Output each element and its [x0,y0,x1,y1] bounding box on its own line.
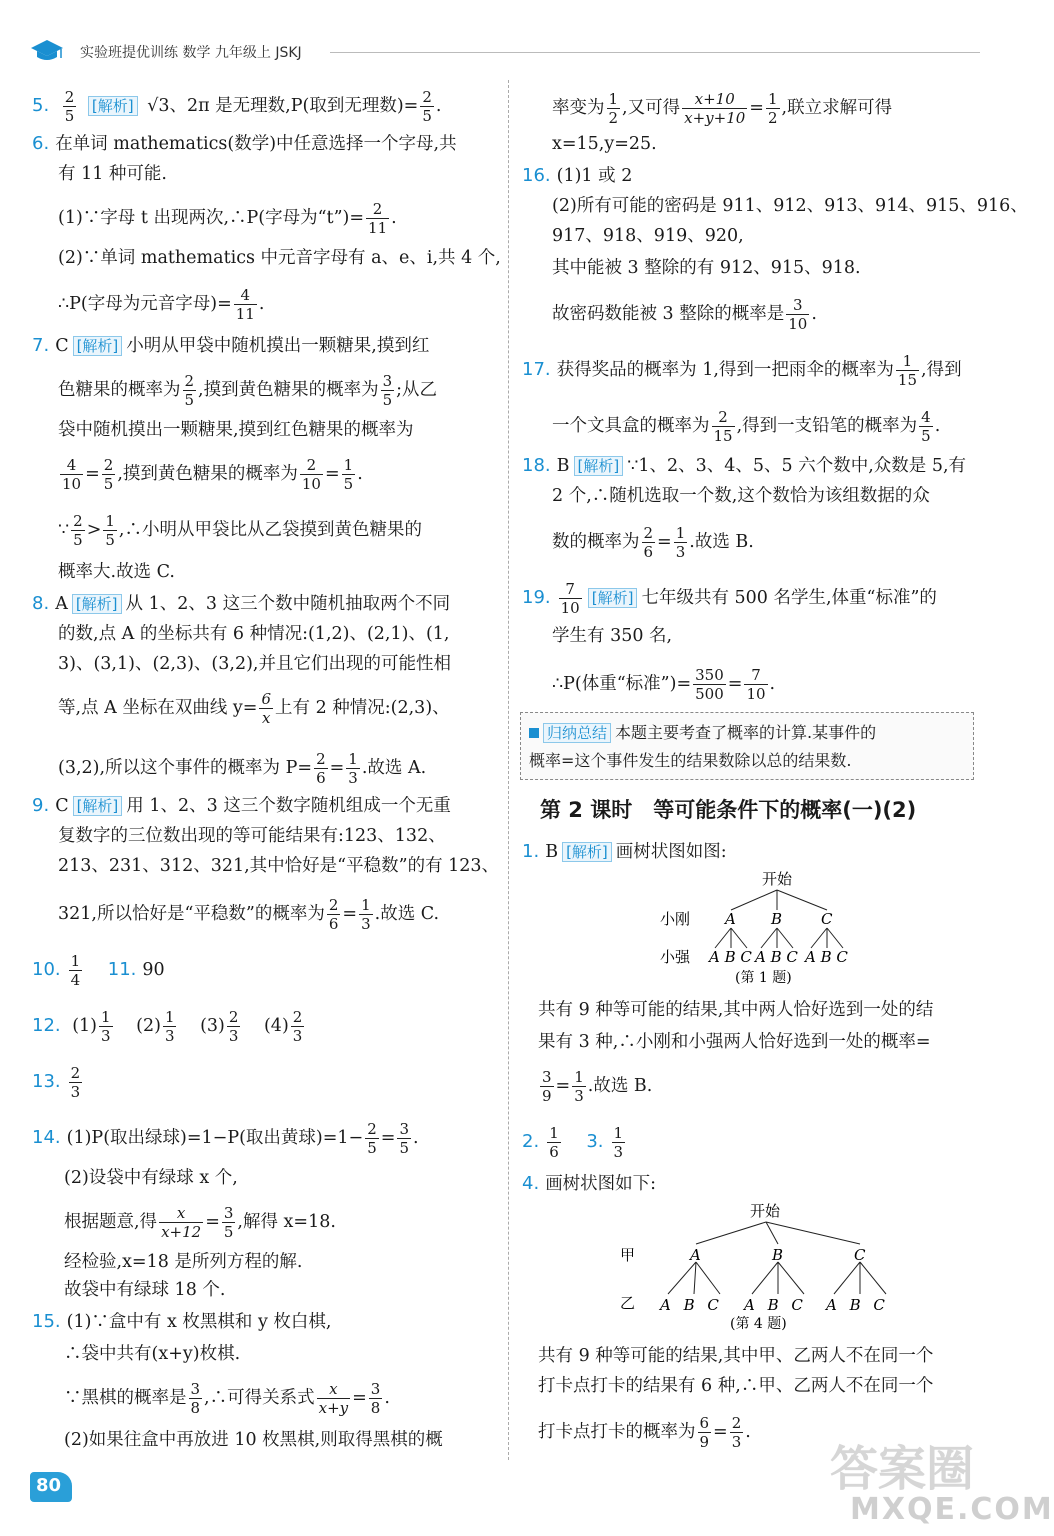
tree1-leaves-c: A B C [805,948,848,966]
s1-line3: 果有 3 种,∴小刚和小强两人恰好选到一处的概率= [538,1032,931,1052]
column-divider [508,80,509,1460]
tree4-node-b: B [772,1246,784,1264]
q17-line1: 17. 获得奖品的概率为 1,得到一把雨伞的概率为 $\frac{1}{15}$ ,得到 [522,352,962,389]
watermark-url: MXQE.COM [850,1492,1054,1527]
q9-line4: 321,所以恰好是“平稳数”的概率为 $\frac{2}{6}$ = $\frac{1}{3}$ .故选 C. [58,896,440,933]
page-number: 80 [36,1475,62,1496]
s1-line2: 共有 9 种等可能的结果,其中两人恰好选到一处的结 [538,1000,934,1020]
analysis-tag: [解析] [73,796,123,816]
page-number-badge [30,1472,72,1502]
analysis-tag: [解析] [562,842,612,862]
q19-line2: 学生有 350 名, [552,626,673,646]
watermark-logo: 答案圈 [830,1441,975,1497]
tree1-leaves-a: A B C [709,948,752,966]
q6-line1: 6. 在单词 mathematics(数学)中任意选择一个字母,共 [32,133,457,154]
q14-line5: 故袋中有绿球 18 个. [64,1280,226,1300]
q19-line1: 19. $\frac{7}{10}$ [解析] 七年级共有 500 名学生,体重“标准”的 [522,580,937,617]
analysis-tag: [解析] [588,588,638,608]
q5: 5. $\frac{2}{5}$ [解析] √3、2π 是无理数,P(取到无理数)= $\frac{2}{5}$ . [32,88,442,125]
q18-line1: 18. B [解析] ∵1、2、3、4、5、5 六个数中,众数是 5,有 [522,455,967,476]
page-header [30,36,980,66]
q19-line3: ∴P(体重“标准”)= $\frac{350}{500}$ = $\frac{7}{10}$ . [552,666,776,703]
q7-line1: 7. C [解析] 小明从甲袋中随机摸出一颗糖果,摸到红 [32,335,430,356]
analysis-tag: [解析] [72,594,122,614]
q7-line4: $\frac{4}{10}$ = $\frac{2}{5}$ ,摸到黄色糖果的概率为 $\frac{2}{10}$ = $\frac{1}{5}$ . [62,456,363,493]
tree1-root: 开始 [762,870,793,888]
q9-line2: 复数字的三位数出现的等可能结果有:123、132、 [58,826,446,846]
tree4-leaves-b: A B C [744,1296,803,1314]
q9-line3: 213、231、312、321,其中恰好是“平稳数”的有 123、 [58,856,500,876]
tree-diagram-4 [612,1196,912,1332]
q6-part1: (1)∵字母 t 出现两次,∴P(字母为“t”)= $\frac{2}{11}$ . [58,200,397,237]
summary-label: 归纳总结 [543,723,611,743]
summary-box [520,712,974,780]
q13: 13. $\frac{2}{3}$ [32,1064,81,1101]
q15-line2: ∴袋中共有(x+y)枚棋. [64,1344,241,1364]
summary-line2: 概率=这个事件发生的结果数除以总的结果数. [529,751,852,770]
q15-cont-line1: 率变为 $\frac{1}{2}$ ,又可得 $\frac{x+10}{x+y+10}$ = $\frac{1}{2}$ ,联立求解可得 [552,90,893,127]
q6-part2: (2)∵单词 mathematics 中元音字母有 a、e、i,共 4 个, [58,248,501,268]
s4-line2: 共有 9 种等可能的结果,其中甲、乙两人不在同一个 [538,1346,934,1366]
s1-line4: $\frac{3}{9}$ = $\frac{1}{3}$ .故选 B. [542,1068,653,1105]
answer-fraction: $\frac{2}{5}$ [64,88,75,125]
s2-s3: 2. $\frac{1}{6}$ 3. $\frac{1}{3}$ [522,1124,624,1161]
q15-line4: (2)如果往盒中再放进 10 枚黑棋,则取得黑棋的概 [64,1430,443,1450]
q15-line1: 15. (1)∵盒中有 x 枚黑棋和 y 枚白棋, [32,1311,332,1332]
q8-line2: 的数,点 A 的坐标共有 6 种情况:(1,2)、(2,1)、(1, [58,624,450,644]
tree4-caption: (第 4 题) [730,1316,787,1332]
q16-line3: 917、918、919、920, [552,226,744,246]
q16-line1: 16. (1)1 或 2 [522,165,633,186]
tree4-leaves-a: A B C [660,1296,719,1314]
q18-line3: 数的概率为 $\frac{2}{6}$ = $\frac{1}{3}$ .故选 B. [552,524,754,561]
tree4-row-label-1: 甲 [620,1246,636,1264]
tree1-leaves-b: A B C [755,948,798,966]
q15-line3: ∵黑棋的概率是 $\frac{3}{8}$ ,∴可得关系式 $\frac{x}{x+y}$ = $\frac{3}{8}$ . [64,1380,390,1417]
q6-line2: 有 11 种可能. [58,164,167,184]
tree1-row-label-2: 小强 [660,948,691,966]
q7-line2: 色糖果的概率为 $\frac{2}{5}$ ,摸到黄色糖果的概率为 $\frac{3}{5}$ ;从乙 [58,372,438,409]
summary-line1: 归纳总结 本题主要考查了概率的计算.某事件的 [529,719,876,747]
tree1-caption: (第 1 题) [735,970,792,986]
q16-line5: 故密码数能被 3 整除的概率是 $\frac{3}{10}$ . [552,296,817,333]
s4-line1: 4. 画树状图如下: [522,1173,657,1194]
q7-line5: ∵ $\frac{2}{5}$ > $\frac{1}{5}$ ,∴小明从甲袋比从乙袋摸到黄色糖果的 [58,512,422,549]
q7-line3: 袋中随机摸出一颗糖果,摸到红色糖果的概率为 [58,420,414,440]
q8-line1: 8. A [解析] 从 1、2、3 这三个数中随机抽取两个不同 [32,593,451,614]
tree4-leaves-c: A B C [826,1296,885,1314]
tree1-node-c: C [821,910,833,928]
tree4-root: 开始 [750,1202,781,1220]
tree4-node-a: A [690,1246,701,1264]
tree1-node-a: A [725,910,736,928]
section-title: 第 2 课时 等可能条件下的概率(一)(2) [540,798,917,822]
tree4-row-label-2: 乙 [620,1294,636,1312]
watermark [830,1430,1054,1530]
s1-line1: 1. B [解析] 画树状图如图: [522,841,727,862]
analysis-tag: [解析] [574,456,624,476]
graduation-cap-icon [30,38,64,64]
q8-line3: 3)、(3,1)、(2,3)、(3,2),并且它们出现的可能性相 [58,654,451,674]
q7-line6: 概率大.故选 C. [58,562,175,582]
header-rule [330,52,980,53]
q14-line2: (2)设袋中有绿球 x 个, [64,1168,238,1188]
tree4-node-c: C [854,1246,866,1264]
tree1-row-label-1: 小刚 [660,910,691,928]
tree1-node-b: B [771,910,783,928]
analysis-tag: [解析] [73,336,123,356]
s4-line4: 打卡点打卡的概率为 $\frac{6}{9}$ = $\frac{2}{3}$ . [538,1414,751,1451]
q17-line2: 一个文具盒的概率为 $\frac{2}{15}$ ,得到一支铅笔的概率为 $\frac{4}{5}$ . [552,408,941,445]
q12: 12. (1) $\frac{1}{3}$ (2) $\frac{1}{3}$ (3) $\frac{2}{3}$ (4) $\frac{2}{3}$ [32,1008,303,1045]
analysis-tag: [解析] [88,96,138,116]
header-title: 实验班提优训练 数学 九年级上 JSKJ [80,45,302,61]
question-number: 5. [32,95,50,116]
tree-diagram-1 [655,866,885,990]
q8-line4: 等,点 A 坐标在双曲线 y= $\frac{6}{x}$ 上有 2 种情况:(2,3)、 [58,690,450,727]
q14-line3: 根据题意,得 $\frac{x}{x+12}$ = $\frac{3}{5}$ ,解得 x=18. [64,1204,336,1241]
q18-line2: 2 个,∴随机选取一个数,这个数恰为该组数据的众 [552,486,930,506]
q6-part3: ∴P(字母为元音字母)= $\frac{4}{11}$ . [58,286,265,323]
q15-cont-line2: x=15,y=25. [552,134,657,154]
q14-line4: 经检验,x=18 是所列方程的解. [64,1252,303,1272]
q16-line4: 其中能被 3 整除的有 912、915、918. [552,258,861,278]
q9-line1: 9. C [解析] 用 1、2、3 这三个数字随机组成一个无重 [32,795,451,816]
q10-q11: 10. $\frac{1}{4}$ 11. 90 [32,952,165,989]
q16-line2: (2)所有可能的密码是 911、912、913、914、915、916、 [552,196,1028,216]
q14-line1: 14. (1)P(取出绿球)=1−P(取出黄球)=1− $\frac{2}{5}$ = $\frac{3}{5}$ . [32,1120,419,1157]
summary-square-icon [529,728,539,738]
question-number: 6. [32,133,50,154]
q8-line5: (3,2),所以这个事件的概率为 P= $\frac{2}{6}$ = $\frac{1}{3}$ .故选 A. [58,750,427,787]
s4-line3: 打卡点打卡的结果有 6 种,∴甲、乙两人不在同一个 [538,1376,934,1396]
